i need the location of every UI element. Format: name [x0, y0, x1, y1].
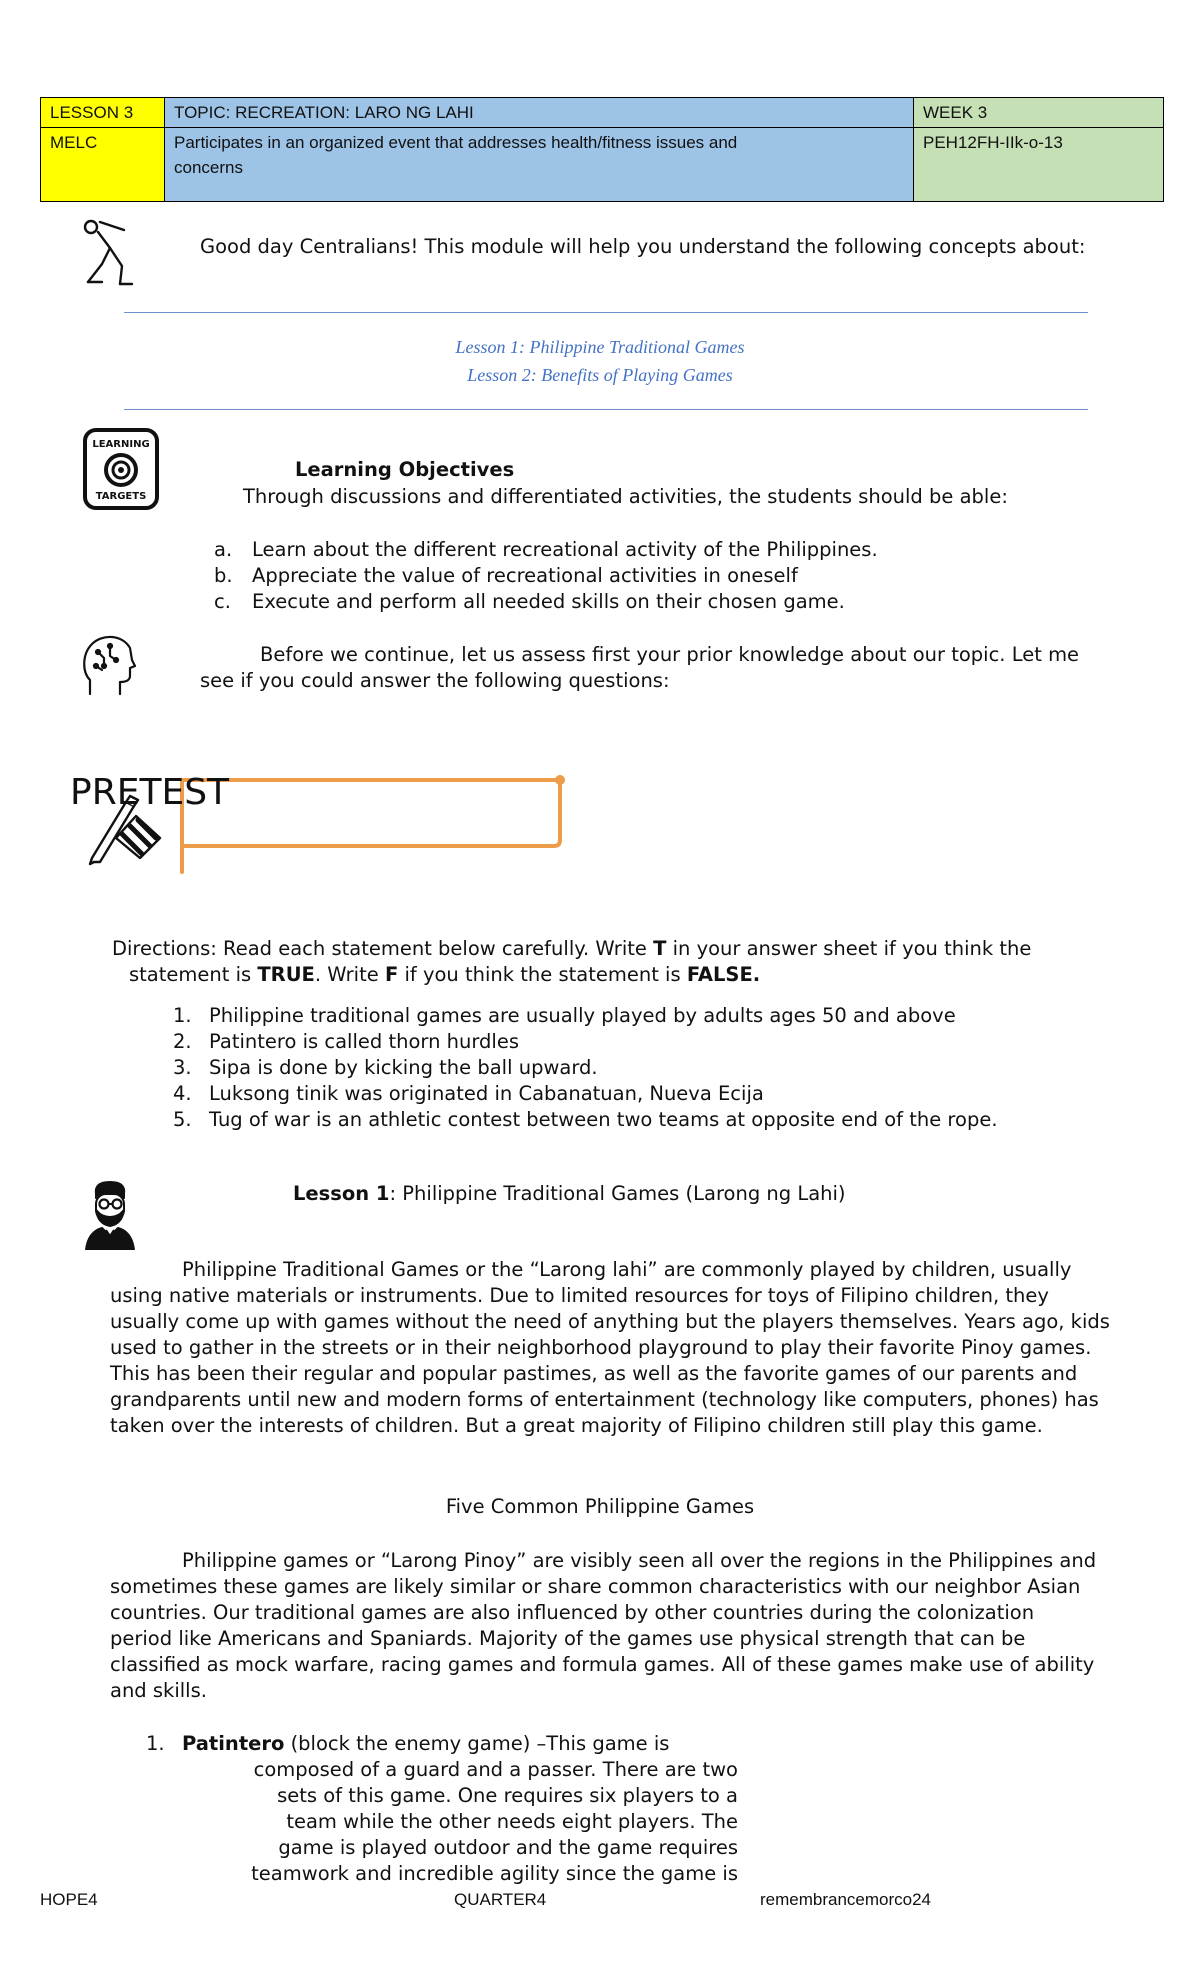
footer-left: HOPE4 — [40, 1890, 98, 1909]
objectives-list — [214, 537, 1132, 615]
objective-item: c. Execute and perform all needed skills on their chosen game. — [214, 590, 845, 613]
pretest-question: 2. Patintero is called thorn hurdles — [173, 1030, 519, 1053]
objectives-lead: Through discussions and differentiated activities, the students should be able: — [243, 485, 1008, 508]
pretest-question: 4. Luksong tinik was originated in Cabanatuan, Nueva Ecija — [173, 1082, 764, 1105]
prior-knowledge-text: Before we continue, let us assess first your prior knowledge about our topic. Let me see if you could answer the following questions: — [200, 643, 1080, 692]
lesson-list — [0, 333, 1200, 389]
footer-right: remembrancemorco24 — [760, 1890, 932, 1909]
header-table — [40, 97, 1164, 202]
topic-cell: TOPIC: RECREATION: LARO NG LAHI — [165, 98, 914, 128]
lesson1-paragraph-2: Philippine games or “Larong Pinoy” are visibly seen all over the regions in the Philippines and sometimes these games are likely similar or share common characteristics with our neighbor Asian countries. Our traditional games are also influenced by other countries during the colonization period like Americans and Spaniards. Majority of the games use physical strength that can be classified as mock warfare, racing games and formula games. All of these games make use of ability and skills. — [110, 1549, 1097, 1702]
learning-icon-text: LEARNING — [92, 439, 150, 450]
lesson-list-item-1: Lesson 1: Philippine Traditional Games — [455, 337, 745, 357]
pretest-question-list — [173, 1003, 1129, 1133]
lesson1-title: Lesson 1: Philippine Traditional Games (Larong ng Lahi) — [293, 1182, 846, 1205]
melc-label-cell: MELC — [41, 128, 165, 202]
pretest-question: 1. Philippine traditional games are usually played by adults ages 50 and above — [173, 1004, 956, 1027]
lesson-cell: LESSON 3 — [41, 98, 165, 128]
pretest-question: 3. Sipa is done by kicking the ball upward. — [173, 1056, 598, 1079]
pretest-question: 5. Tug of war is an athletic contest between two teams at opposite end of the rope. — [173, 1108, 998, 1131]
teacher-avatar-icon — [80, 1178, 140, 1250]
week-cell: WEEK 3 — [914, 98, 1164, 128]
game-item-patintero: 1. Patintero (block the enemy game) –This game is composed of a guard and a passer. There are two sets of this game. One requires six players to a team while the other needs eight players. The game is played outdoor and the game requires teamwork and incredible agility since the game is — [146, 1732, 738, 1885]
targets-icon-text: TARGETS — [95, 491, 147, 502]
pretest-title: PRETEST — [70, 772, 230, 813]
pretest-banner-frame — [176, 768, 576, 878]
greeting-text: Good day Centralians! This module will help you understand the following concepts about: — [200, 235, 1086, 258]
yoga-pose-icon — [80, 218, 136, 288]
objectives-title: Learning Objectives — [295, 458, 515, 481]
lesson-list-item-2: Lesson 2: Benefits of Playing Games — [467, 365, 733, 385]
directions-text: Directions: Read each statement below carefully. Write T in your answer sheet if you think the statement is TRUE. Write F if you think the statement is FALSE. — [112, 937, 1032, 986]
objective-item: b. Appreciate the value of recreational activities in oneself — [214, 564, 798, 587]
objective-item: a. Learn about the different recreational activity of the Philippines. — [214, 538, 878, 561]
melc-text-cell: Participates in an organized event that addresses health/fitness issues and concerns — [165, 128, 914, 202]
code-cell: PEH12FH-IIk-o-13 — [914, 128, 1164, 202]
lesson1-subheading: Five Common Philippine Games — [445, 1495, 755, 1518]
divider-top — [124, 312, 1088, 313]
lesson1-paragraph-1: Philippine Traditional Games or the “Larong lahi” are commonly played by children, usually using native materials or instruments. Due to limited resources for toys of Filipino children, they usually come up with games without the need of anything but the players themselves. Years ago, kids used to gather in the streets or in their neighborhood playground to play their favorite Pinoy games. This has been their regular and popular pastimes, as well as the favorite games of our parents and grandparents until new and modern forms of entertainment (technology like computers, phones) has taken over the interests of children. But a great majority of Filipino children still play this game. — [110, 1258, 1110, 1437]
brain-head-icon — [80, 632, 136, 698]
learning-targets-icon — [82, 427, 160, 511]
footer-center: QUARTER4 — [454, 1890, 547, 1909]
divider-bottom — [124, 409, 1088, 410]
